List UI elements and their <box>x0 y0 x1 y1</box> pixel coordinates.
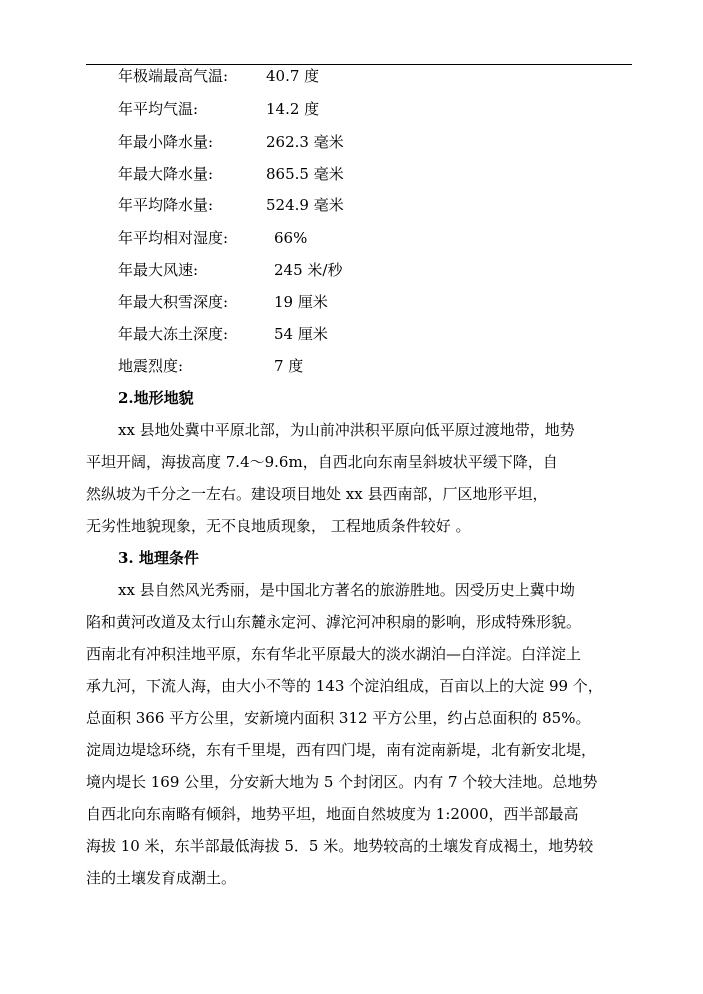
section-heading: 2.地形地貌 <box>118 389 194 407</box>
climate-label: 年最大风速: <box>118 261 199 279</box>
paragraph-line: 然纵坡为千分之一左右。建设项目地处 xx 县西南部，厂区地形平坦， <box>86 485 548 503</box>
climate-label: 年平均降水量: <box>118 196 214 214</box>
climate-value: 66% <box>274 229 308 247</box>
paragraph-line: 海拔 10 米，东半部最低海拔 5．5 米。地势较高的土壤发育成褐土，地势较 <box>86 837 594 855</box>
paragraph-line: 自西北向东南略有倾斜，地势平坦，地面自然坡度为 1:2000，西半部最高 <box>86 805 579 823</box>
paragraph-line: 陷和黄河改道及太行山东麓永定河、滹沱河冲积扇的影响，形成特殊形貌。 <box>86 613 582 631</box>
climate-label: 年最小降水量: <box>118 133 214 151</box>
paragraph-line: 淀周边堤埝环绕，东有千里堤，西有四门堤，南有淀南新堤，北有新安北堤， <box>86 741 597 759</box>
climate-value: 262.3 毫米 <box>266 133 344 151</box>
climate-label: 地震烈度: <box>118 357 184 375</box>
climate-value: 14.2 度 <box>266 100 320 118</box>
climate-label: 年最大降水量: <box>118 165 214 183</box>
paragraph-line: 平坦开阔，海拔高度 7.4～9.6m，自西北向东南呈斜坡状平缓下降，自 <box>86 453 558 471</box>
climate-value: 19 厘米 <box>274 293 328 311</box>
paragraph-line: 西南北有冲积洼地平原，东有华北平原最大的淡水湖泊—白洋淀。白洋淀上 <box>86 645 582 663</box>
header-rule <box>86 64 632 65</box>
climate-label: 年平均相对湿度: <box>118 229 229 247</box>
climate-value: 7 度 <box>274 357 304 375</box>
paragraph-line: xx 县地处冀中平原北部，为山前冲洪积平原向低平原过渡地带，地势 <box>118 421 575 439</box>
climate-label: 年平均气温: <box>118 100 199 118</box>
section-heading: 3. 地理条件 <box>118 549 199 567</box>
paragraph-line: xx 县自然风光秀丽，是中国北方著名的旅游胜地。因受历史上冀中坳 <box>118 581 575 599</box>
climate-label: 年极端最高气温: <box>118 67 229 85</box>
climate-label: 年最大积雪深度: <box>118 293 229 311</box>
paragraph-line: 境内堤长 169 公里，分安新大地为 5 个封闭区。内有 7 个较大洼地。总地势 <box>86 773 598 791</box>
climate-value: 40.7 度 <box>266 67 320 85</box>
paragraph-line: 承九河，下流人海，由大小不等的 143 个淀泊组成，百亩以上的大淀 99 个， <box>86 677 603 695</box>
paragraph-line: 洼的土壤发育成潮土。 <box>86 869 237 887</box>
paragraph-line: 总面积 366 平方公里，安新境内面积 312 平方公里，约占总面积的 85%。 <box>86 709 591 727</box>
climate-label: 年最大冻土深度: <box>118 325 229 343</box>
climate-value: 865.5 毫米 <box>266 165 344 183</box>
climate-value: 245 米/秒 <box>274 261 343 279</box>
climate-value: 54 厘米 <box>274 325 328 343</box>
climate-value: 524.9 毫米 <box>266 196 344 214</box>
paragraph-line: 无劣性地貌现象，无不良地质现象， 工程地质条件较好 。 <box>86 517 471 535</box>
